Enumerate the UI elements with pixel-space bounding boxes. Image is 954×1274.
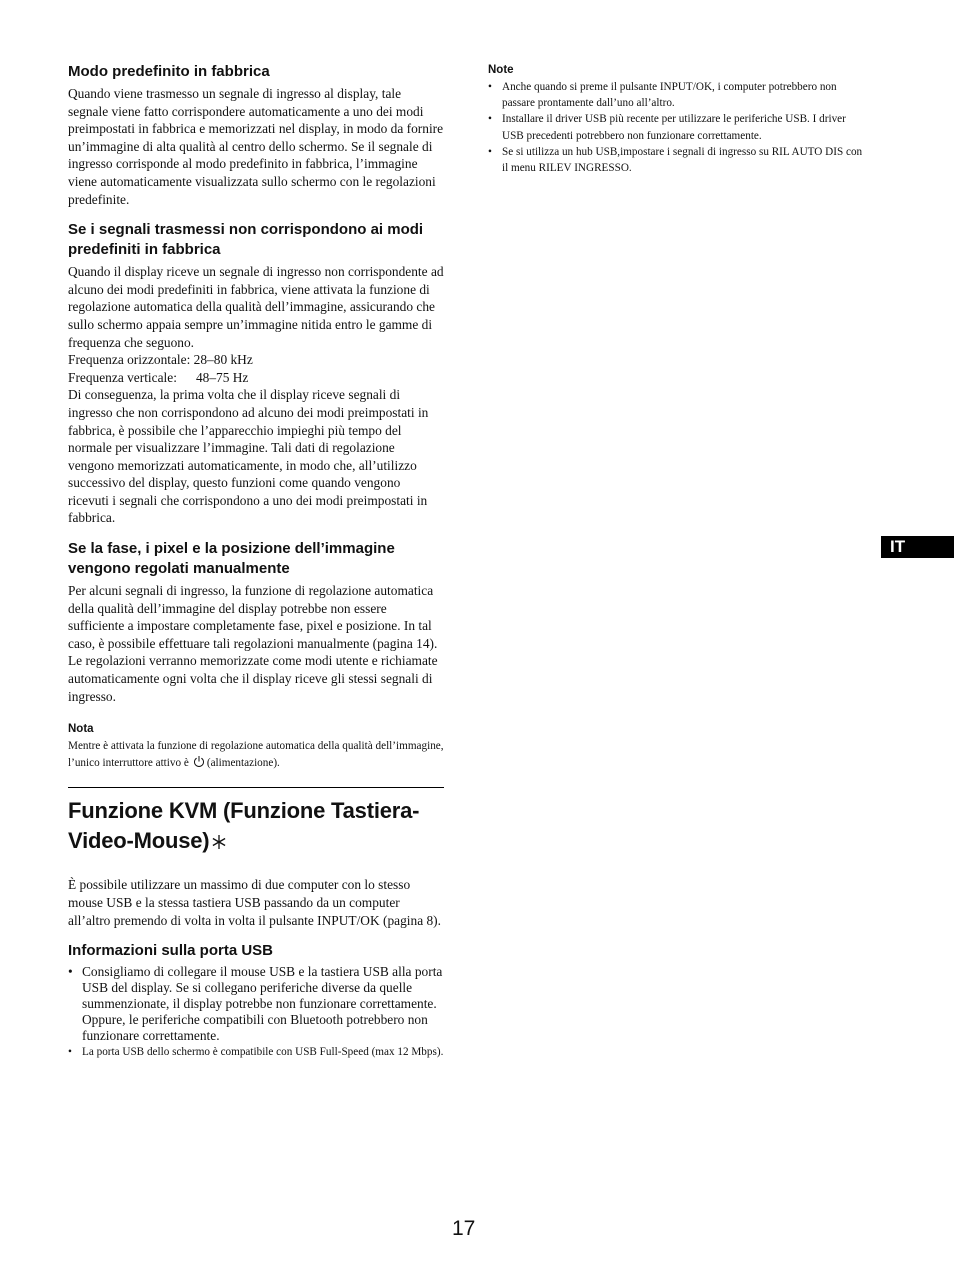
nota-block bbox=[68, 721, 444, 773]
page-number: 17 bbox=[452, 1217, 476, 1240]
section-text: Per alcuni segnali di ingresso, la funzione di regolazione automatica della qualità dell’immagine del display potrebbe non essere sufficiente a impostare completamente fase, pixel e posizione. In tal caso, è possibile effettuare tali regolazioni manualmente (pagina 14). Le regolazioni verranno memorizzate come modi utente e richiamate automaticamente ogni volta che il display riceve gli stessi segnali di ingresso. bbox=[68, 583, 438, 704]
nota-heading: Nota bbox=[68, 723, 94, 736]
nota-text-after: (alimentazione). bbox=[206, 756, 280, 769]
section-manual-adjust bbox=[68, 539, 444, 705]
nota-text bbox=[68, 738, 444, 773]
section-heading: Informazioni sulla porta USB bbox=[68, 942, 274, 960]
note-list bbox=[488, 79, 868, 176]
freq-vertical bbox=[68, 369, 444, 387]
freq-vertical-label: Frequenza verticale: bbox=[68, 369, 177, 385]
list-item: • Consigliamo di collegare il mouse USB e la tastiera USB alla porta USB del display. Se si collegano periferiche diverse da quelle summenzionate, il display potrebbe non funzionare correttamente. Oppure, le periferiche compatibili con Bluetooth potrebbero non funzionare correttamente. bbox=[68, 964, 444, 1044]
kvm-title bbox=[68, 787, 444, 858]
list-item: • La porta USB dello schermo è compatibile con USB Full-Speed (max 12 Mbps). bbox=[68, 1044, 444, 1060]
list-item: • Se si utilizza un hub USB,impostare i segnali di ingresso su RIL AUTO DIS con il menu RILEV INGRESSO. bbox=[488, 144, 868, 176]
section-text: Quando il display riceve un segnale di ingresso non corrispondente ad alcuno dei modi predefiniti in fabbrica, viene attivata la funzione di regolazione automatica della qualità dell’immagine, assicurando che sullo schermo appaia sempre un’immagine nitida entro le gamme di frequenza che seguono. bbox=[68, 264, 444, 350]
section-kvm bbox=[68, 876, 444, 929]
asterisk-star-icon bbox=[211, 828, 227, 858]
power-icon bbox=[193, 755, 205, 774]
section-non-matching-signals bbox=[68, 220, 444, 527]
left-column bbox=[68, 62, 444, 1060]
list-item: • Installare il driver USB più recente per utilizzare le periferiche USB. I driver USB precedenti potrebbero non funzionare correttamente. bbox=[488, 111, 868, 143]
note-heading: Note bbox=[488, 64, 514, 76]
right-column bbox=[488, 62, 868, 176]
section-heading: Modo predefinito in fabbrica bbox=[68, 63, 270, 80]
list-item: • Anche quando si preme il pulsante INPUT/OK, i computer potrebbero non passare prontamente dall’uno all’altro. bbox=[488, 79, 868, 111]
kvm-text: È possibile utilizzare un massimo di due computer con lo stesso mouse USB e la stessa tastiera USB passando da un computer all’altro premendo di volta in volta il pulsante INPUT/OK (pagina 8). bbox=[68, 877, 441, 928]
nota-text-before: Mentre è attivata la funzione di regolazione automatica della qualità dell’immagine, l’unico interruttore attivo è bbox=[68, 740, 444, 769]
section-heading: Se i segnali trasmessi non corrispondono ai modi predefiniti in fabbrica bbox=[68, 221, 424, 259]
section-text: Quando viene trasmesso un segnale di ingresso al display, tale segnale viene fatto corrispondere automaticamente a uno dei modi preimpostati in fabbrica e memorizzati nel display, in modo da fornire un’immagine di alta qualità al centro dello schermo. Se il segnale di ingresso corrisponde al modo predefinito in fabbrica, l’immagine viene automaticamente visualizzata sullo schermo con le regolazioni predefinite. bbox=[68, 86, 444, 207]
section-usb-port bbox=[68, 941, 444, 1060]
usb-list bbox=[68, 964, 444, 1044]
usb-list-small bbox=[68, 1044, 444, 1060]
kvm-title-text: Funzione KVM (Funzione Tastiera-Video-Mouse) bbox=[68, 798, 420, 854]
section-factory-mode bbox=[68, 62, 444, 208]
section-text: Di conseguenza, la prima volta che il display riceve segnali di ingresso che non corrispondono ad alcuno dei modi preimpostati in fabbrica, è possibile che l’apparecchio impieghi più tempo del normale per visualizzare l’immagine. Tali dati di regolazione vengono memorizzati automaticamente, in modo che, all’utilizzo successivo del display, questo funzioni come quando vengono ricevuti i segnali che corrispondono a uno dei modi preimpostati in fabbrica. bbox=[68, 387, 429, 526]
freq-vertical-value: 48–75 Hz bbox=[195, 369, 249, 385]
freq-horizontal: Frequenza orizzontale: 28–80 kHz bbox=[68, 352, 253, 368]
language-tab: IT bbox=[881, 536, 954, 558]
section-heading: Se la fase, i pixel e la posizione dell’immagine vengono regolati manualmente bbox=[68, 540, 395, 578]
